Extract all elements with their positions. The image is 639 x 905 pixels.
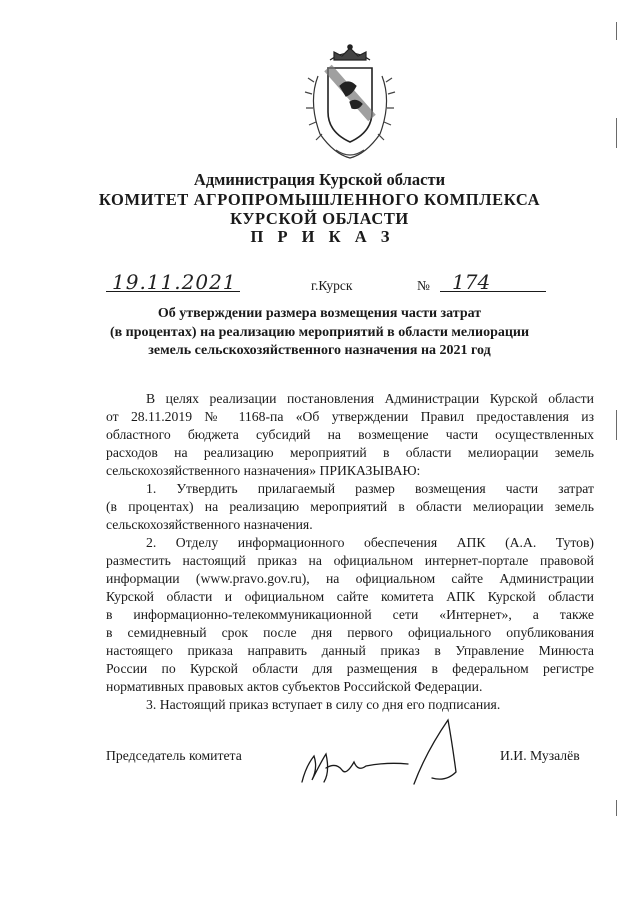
order-number: 174: [452, 270, 491, 294]
document-type: П Р И К А З: [250, 227, 395, 246]
scan-edge-mark: [616, 118, 617, 148]
item2-line: Курской области и официальном сайте комитета АПК Курской области: [106, 589, 594, 604]
item2-line: России по Курской области для размещения в федеральном регистре: [106, 661, 594, 676]
region-name: КУРСКОЙ ОБЛАСТИ: [230, 209, 409, 228]
scan-edge-mark: [616, 410, 617, 440]
order-title-line: (в процентах) на реализацию мероприятий в области мелиорации: [109, 325, 530, 340]
order-title-line: земель сельскохозяйственного назначения на 2021 год: [148, 343, 491, 358]
preamble-line: сельскохозяйственного назначения» ПРИКАЗЫВАЮ:: [106, 463, 421, 478]
number-underline: [440, 291, 546, 292]
coat-of-arms-icon: [300, 42, 400, 162]
order-title-line: Об утверждении размера возмещения части затрат: [157, 306, 482, 321]
item2-line: разместить настоящий приказ на официальном интернет-портале правовой: [106, 553, 594, 568]
order-date: 19.11.2021: [112, 270, 237, 294]
item2-line: в семидневный срок после дня первого официального опубликования: [106, 625, 594, 640]
item2-line: настоящего приказа направить данный приказ в Управление Минюста: [106, 643, 594, 658]
administration-name: Администрация Курской области: [193, 170, 446, 189]
scan-edge-mark: [616, 800, 617, 816]
item1-line: сельскохозяйственного назначения.: [106, 517, 313, 532]
item2-line: 2. Отделу информационного обеспечения АПК (А.А. Тутов): [146, 535, 594, 550]
preamble-line: от 28.11.2019 № 1168-па «Об утверждении Правил предоставления из: [106, 409, 594, 424]
number-sign: №: [417, 278, 430, 293]
order-city: г.Курск: [311, 278, 353, 293]
signatory-position: Председатель комитета: [106, 748, 242, 763]
item3-line: 3. Настоящий приказ вступает в силу со дня его подписания.: [146, 697, 501, 712]
preamble-line: В целях реализации постановления Администрации Курской области: [146, 391, 594, 406]
date-underline: [106, 291, 240, 292]
item1-line: 1. Утвердить прилагаемый размер возмещения части затрат: [146, 481, 594, 496]
committee-name: КОМИТЕТ АГРОПРОМЫШЛЕННОГО КОМПЛЕКСА: [98, 190, 541, 209]
signatory-name: И.И. Музалёв: [500, 748, 580, 763]
item2-line: в информационно-телекоммуникационной сети «Интернет», а также: [106, 607, 594, 622]
scan-edge-mark: [616, 22, 617, 40]
preamble-line: расходов на реализацию мероприятий в области мелиорации земель: [106, 445, 594, 460]
item2-line: информации (www.pravo.gov.ru), на официальном сайте Администрации: [106, 571, 594, 586]
item1-line: (в процентах) на реализацию мероприятий в области мелиорации земель: [106, 499, 594, 514]
handwritten-signature: [296, 712, 476, 790]
preamble-line: областного бюджета субсидий на возмещение части осуществленных: [106, 427, 594, 442]
item2-line: нормативных правовых актов субъектов Российской Федерации.: [106, 679, 483, 694]
